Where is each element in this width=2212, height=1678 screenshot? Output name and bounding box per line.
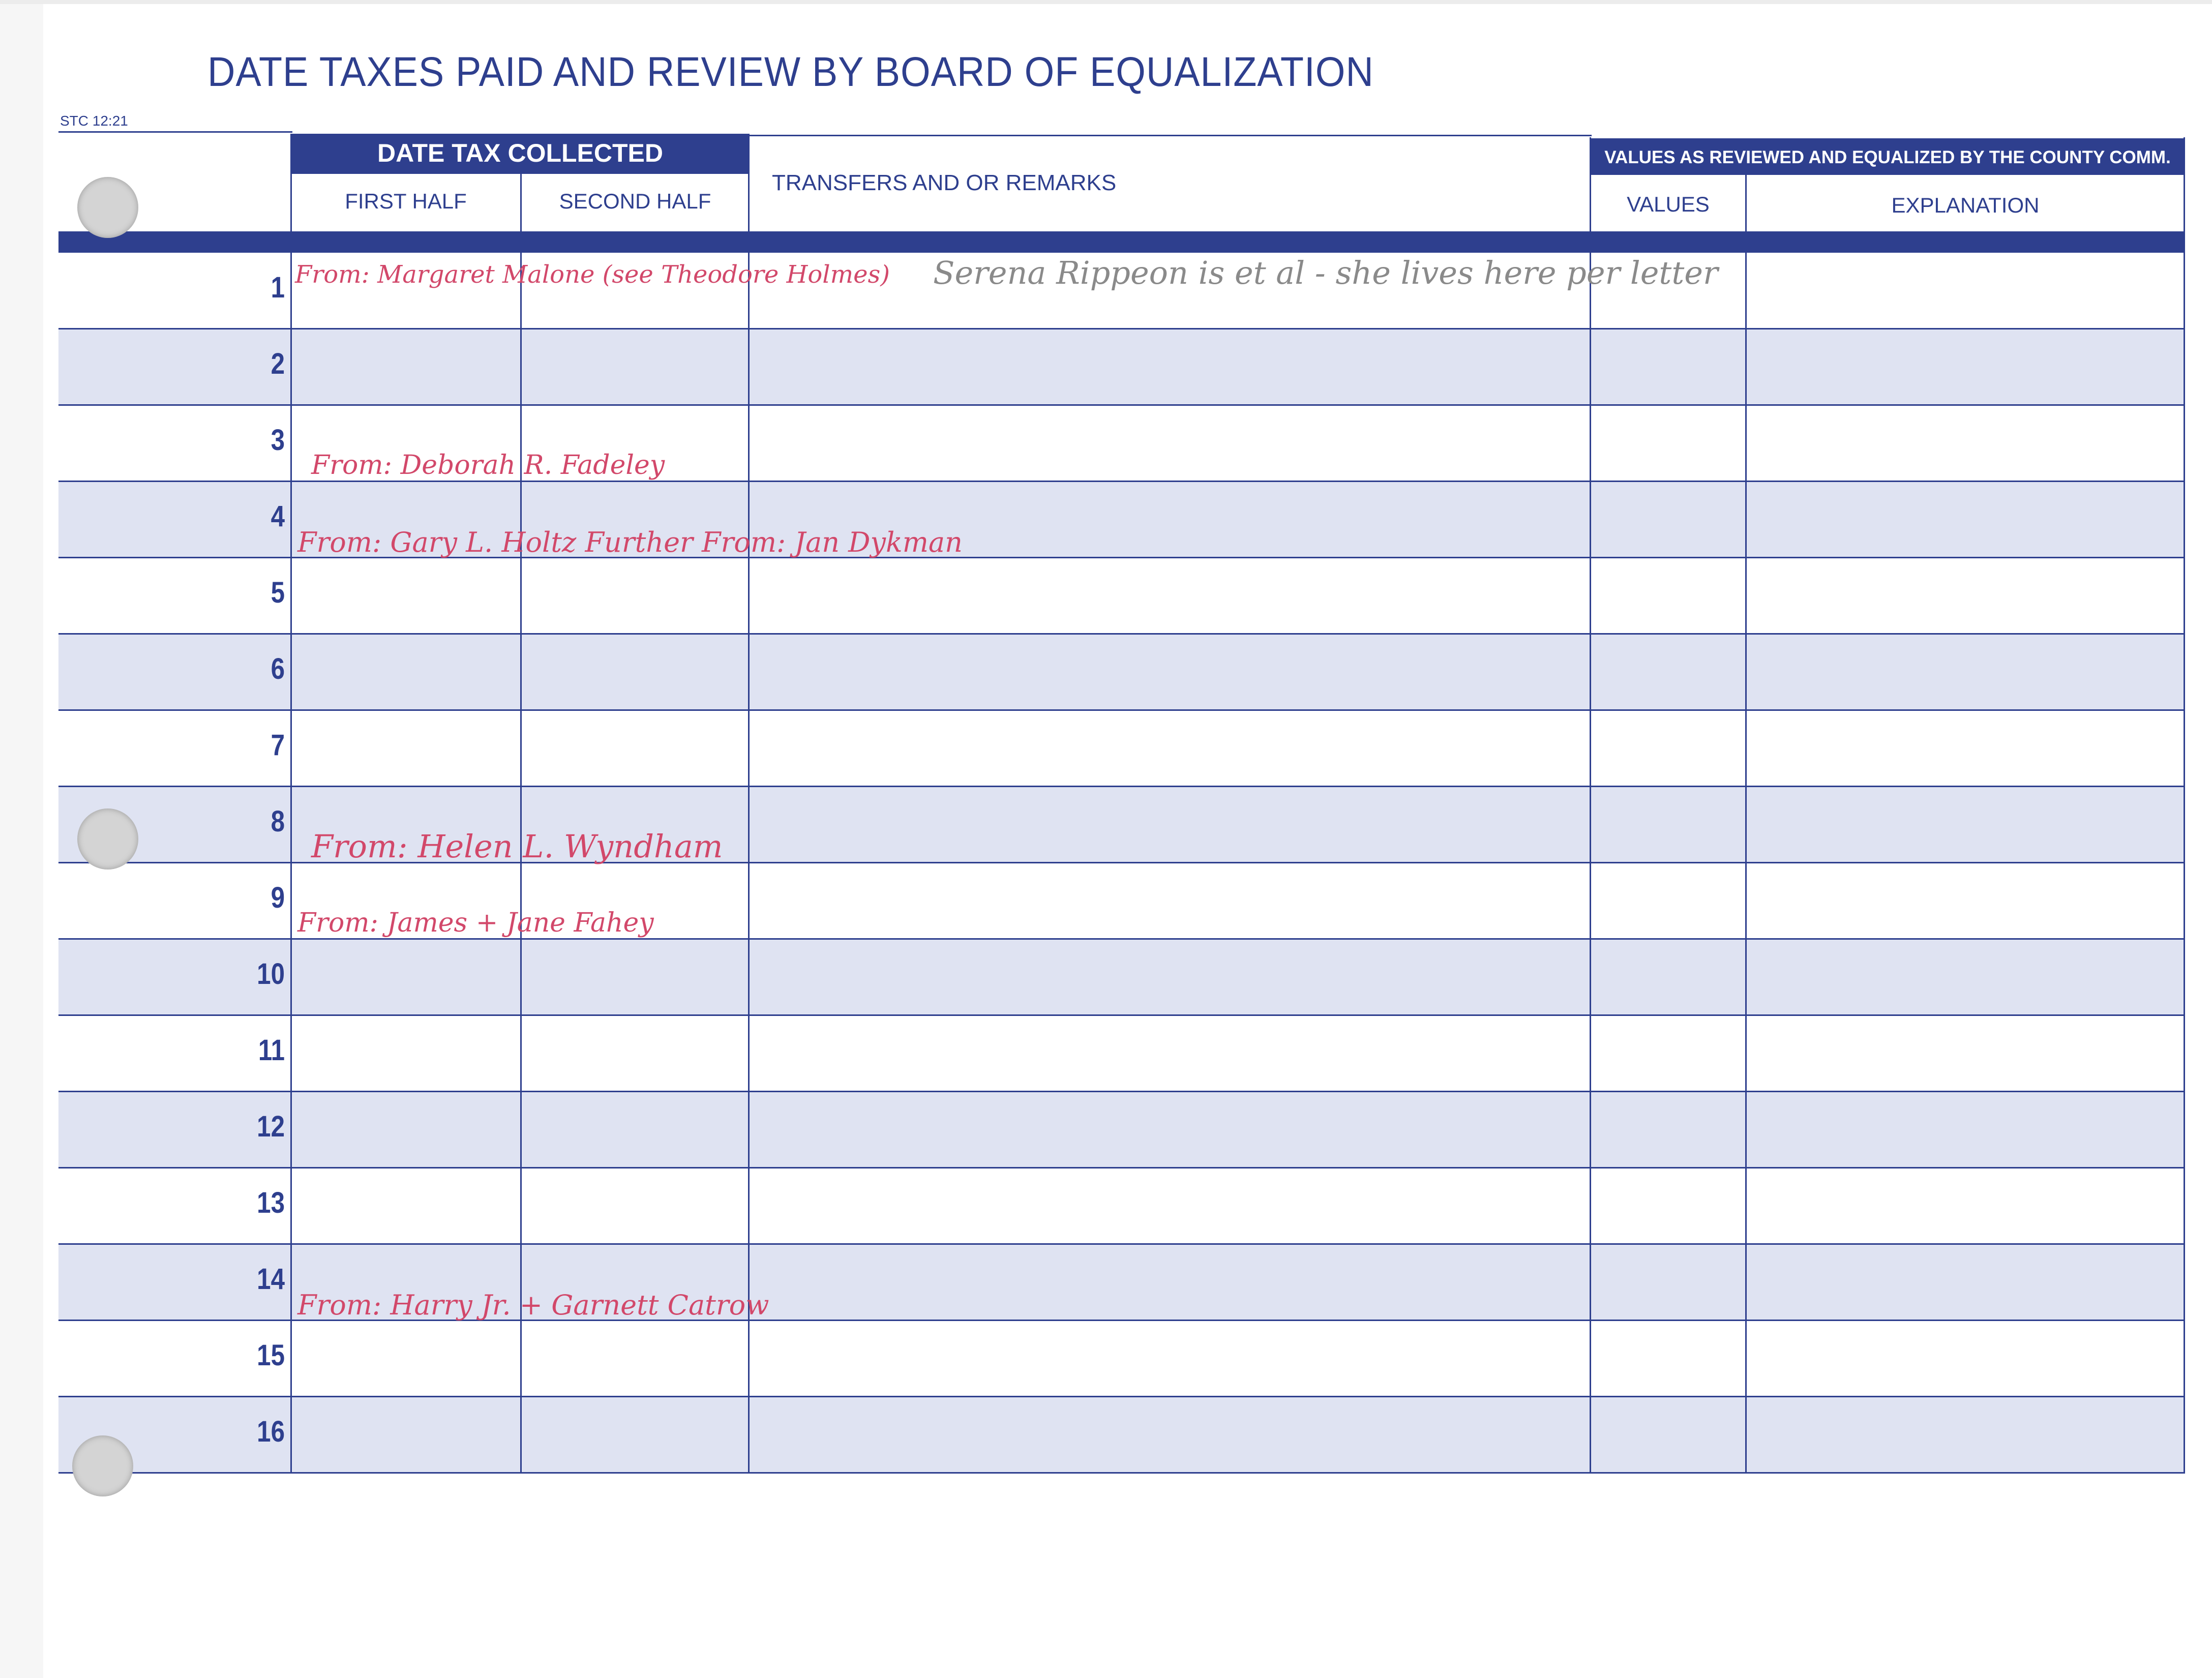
column-rule	[1590, 137, 1591, 1474]
row-rule	[58, 709, 2185, 711]
binder-hole	[72, 1435, 133, 1496]
binder-hole	[77, 808, 138, 870]
paper-edge	[0, 0, 43, 1678]
row-number: 6	[271, 652, 285, 685]
row-band-6	[58, 634, 2185, 710]
binder-hole	[77, 177, 138, 238]
column-rule	[1745, 175, 1747, 1474]
handwritten-note-row1: Serena Rippeon is et al - she lives here per letter	[933, 254, 1718, 291]
column-rule	[2184, 137, 2185, 1474]
second-half-header: SECOND HALF	[559, 189, 711, 213]
row-number: 13	[257, 1186, 285, 1219]
row-number: 15	[257, 1339, 285, 1372]
handwritten-entry-row3: From: Deborah R. Fadeley	[311, 450, 665, 481]
header-rule-left	[58, 131, 292, 133]
row-number: 10	[257, 957, 285, 991]
row-number: 9	[271, 881, 285, 914]
row-rule	[58, 1014, 2185, 1016]
row-number: 12	[257, 1110, 285, 1143]
column-rule	[520, 172, 522, 1474]
values-header: VALUES	[1627, 192, 1710, 216]
first-half-header: FIRST HALF	[345, 189, 467, 213]
date-tax-collected-header: DATE TAX COLLECTED	[377, 139, 663, 167]
explanation-header: EXPLANATION	[1891, 193, 2040, 217]
handwritten-entry-row14: From: Harry Jr. + Garnett Catrow	[297, 1289, 769, 1321]
row-number: 8	[271, 805, 285, 838]
row-number: 2	[271, 347, 285, 380]
handwritten-entry-row1: From: Margaret Malone (see Theodore Holmes)	[295, 260, 890, 289]
handwritten-entry-row4: From: Gary L. Holtz Further From: Jan Dykman	[297, 526, 963, 558]
header-bottom-band	[58, 231, 2185, 253]
row-band-12	[58, 1092, 2185, 1168]
row-rule	[58, 786, 2185, 787]
row-number: 16	[257, 1415, 285, 1448]
handwritten-entry-row9: From: James + Jane Fahey	[297, 908, 654, 938]
row-rule	[58, 328, 2185, 329]
form-number: STC 12:21	[60, 113, 128, 129]
row-band-10	[58, 939, 2185, 1015]
row-rule	[58, 1167, 2185, 1168]
row-number: 11	[258, 1034, 285, 1067]
values-reviewed-header: VALUES AS REVIEWED AND EQUALIZED BY THE COUNTY COMM.	[1604, 147, 2171, 167]
row-rule	[58, 938, 2185, 940]
row-rule	[58, 1396, 2185, 1397]
transfers-header: TRANSFERS AND OR REMARKS	[772, 170, 1117, 195]
column-rule	[748, 134, 750, 1474]
form-title: DATE TAXES PAID AND REVIEW BY BOARD OF EQUALIZATION	[207, 49, 1374, 95]
row-number: 7	[271, 729, 285, 762]
row-rule	[58, 1091, 2185, 1092]
row-number: 3	[271, 424, 285, 457]
row-number: 14	[257, 1263, 285, 1296]
row-number: 1	[271, 271, 285, 304]
row-number: 4	[271, 500, 285, 533]
paper-top-edge	[0, 0, 2212, 4]
column-rule	[290, 134, 292, 1474]
handwritten-entry-row8: From: Helen L. Wyndham	[311, 828, 723, 865]
row-rule	[58, 404, 2185, 406]
row-number: 5	[271, 576, 285, 609]
row-rule	[58, 481, 2185, 482]
row-rule	[58, 1243, 2185, 1245]
row-band-16	[58, 1397, 2185, 1473]
row-rule	[58, 1472, 2185, 1474]
row-rule	[58, 633, 2185, 635]
row-band-2	[58, 329, 2185, 405]
header-rule-mid	[748, 135, 1592, 136]
